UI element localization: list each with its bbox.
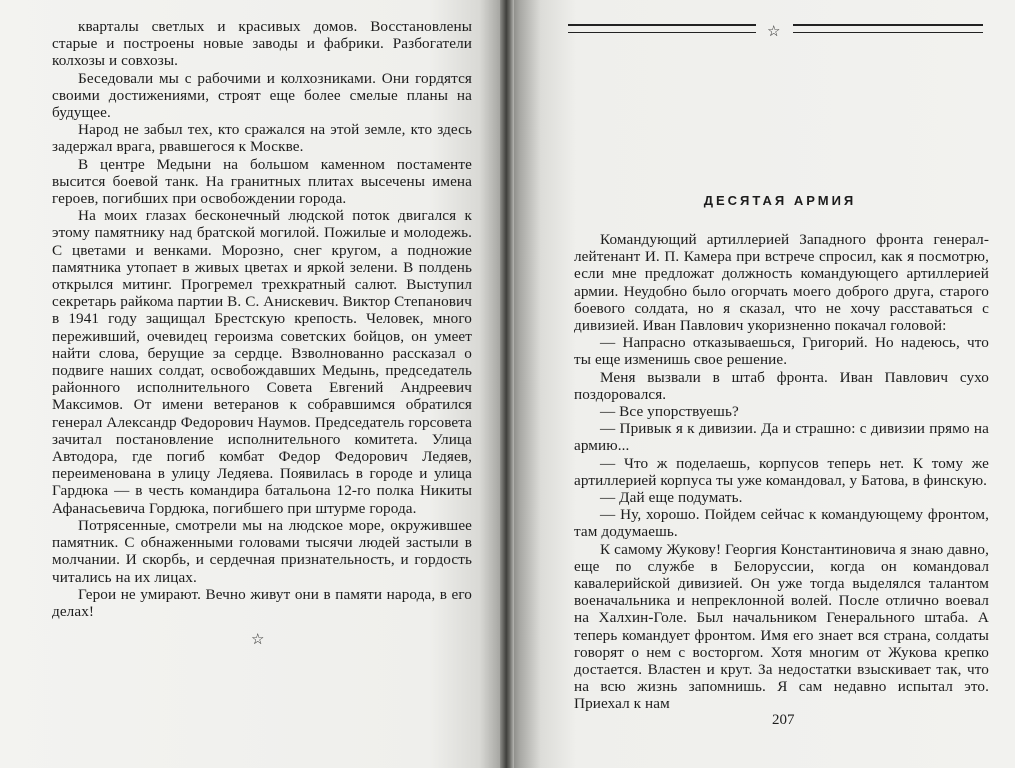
paragraph: — Дай еще подумать. — [600, 489, 743, 507]
paragraph: Меня вызвали в штаб фронта. Иван Павлович сухо поздоровался. — [574, 368, 989, 403]
paragraph: К самому Жукову! Георгия Константиновича я знаю давно, еще по службе в Белоруссии, когда он командовал кавалерийской дивизией. Он уже тогда выделялся талантом военачальника и непреклонной волей. После отлично воевал на Халхин-Голе. Был начальником Генерального штаба. А теперь командует фронтом. Имя его знает вся страна, солдаты говорят о нем с восторгом. Хотя многим от Жукова крепко достается. Властен и крут. За недостатки взыскивает так, что на всю жизнь запомнишь. Я сам недавно испытал это. Приехал к нам — [574, 540, 989, 713]
left-page — [0, 0, 505, 768]
right-page-text — [574, 231, 989, 713]
paragraph: В центре Медыни на большом каменном постаменте высится боевой танк. На гранитных плитах высечены имена героев, погибших при освобождении города. — [52, 155, 472, 208]
paragraph: Командующий артиллерией Западного фронта генерал-лейтенант И. П. Камера при встрече спросил, как я посмотрю, если мне предложат должность командующего артиллерией армии. Неудобно было огорчать моего доброго друга, старого боевого солдата, но я сказал, что не хочу расставаться с дивизией. Иван Павлович укоризненно покачал головой: — [574, 231, 989, 335]
paragraph: — Напрасно отказываешься, Григорий. Но надеюсь, что ты еще изменишь свое решение. — [574, 334, 989, 369]
paragraph: — Все упорствуешь? — [600, 403, 739, 421]
page-number: 207 — [772, 712, 795, 728]
header-star-icon: ☆ — [767, 24, 781, 40]
paragraph: — Что ж поделаешь, корпусов теперь нет. К тому же артиллерией корпуса ты уже командовал, у Батова, в финскую. — [574, 454, 989, 489]
paragraph: кварталы светлых и красивых домов. Восстановлены старые и построены новые заводы и фабрики. Разбогатели колхозы и совхозы. — [52, 18, 472, 70]
left-page-text — [52, 18, 472, 620]
header-rule-left — [568, 24, 756, 33]
section-end-star-icon: ☆ — [251, 632, 265, 648]
header-rule-right — [793, 24, 983, 33]
paragraph: — Привык я к дивизии. Да и страшно: с дивизии прямо на армию... — [574, 420, 989, 455]
paragraph: Народ не забыл тех, кто сражался на этой земле, кто здесь задержал врага, рвавшегося к Москве. — [52, 121, 472, 156]
paragraph: — Ну, хорошо. Пойдем сейчас к командующему фронтом, там додумаешь. — [574, 506, 989, 541]
paragraph: Беседовали мы с рабочими и колхозниками. Они гордятся своими достижениями, строят еще более смелые планы на будущее. — [52, 69, 472, 122]
book-gutter — [500, 0, 514, 768]
paragraph: Герои не умирают. Вечно живут они в памяти народа, в его делах! — [52, 585, 472, 620]
paragraph: На моих глазах бесконечный людской поток двигался к этому памятнику над братской могилой. Пожилые и молодежь. С цветами и венками. Морозно, снег кругом, а подножие памятника утопает в живых цветах и яркой зелени. В полдень открылся митинг. Прогремел трехкратный салют. Выступил секретарь райкома партии В. С. Анискевич. Виктор Степанович в 1941 году защищал Брестскую крепость. Человек, много переживший, очевидец героизма советских бойцов, он умеет найти слова, берущие за сердце. Взволнованно рассказал о подвиге наших солдат, освобождавших Медынь, председатель районного исполнительного Совета Евгений Андреевич Максимов. От имени ветеранов к собравшимся обратился генерал Александр Федорович Наумов. Председатель горсовета зачитал постановление исполнительного комитета. Улица Автодора, где погиб комбат Федор Федорович Ледяев, переименована в улицу Ледяева. Появилась в городе и улица Гардюка — в честь командира батальона 12-го полка Никиты Афанасьевича Гордюка, погибшего при штурме города. — [52, 207, 472, 517]
chapter-title: ДЕСЯТАЯ АРМИЯ — [703, 193, 857, 208]
paragraph: Потрясенные, смотрели мы на людское море, окружившее памятник. С обнаженными головами тысячи людей застыли в молчании. И скорбь, и сердечная признательность, и гордость читались на их лицах. — [52, 516, 472, 586]
